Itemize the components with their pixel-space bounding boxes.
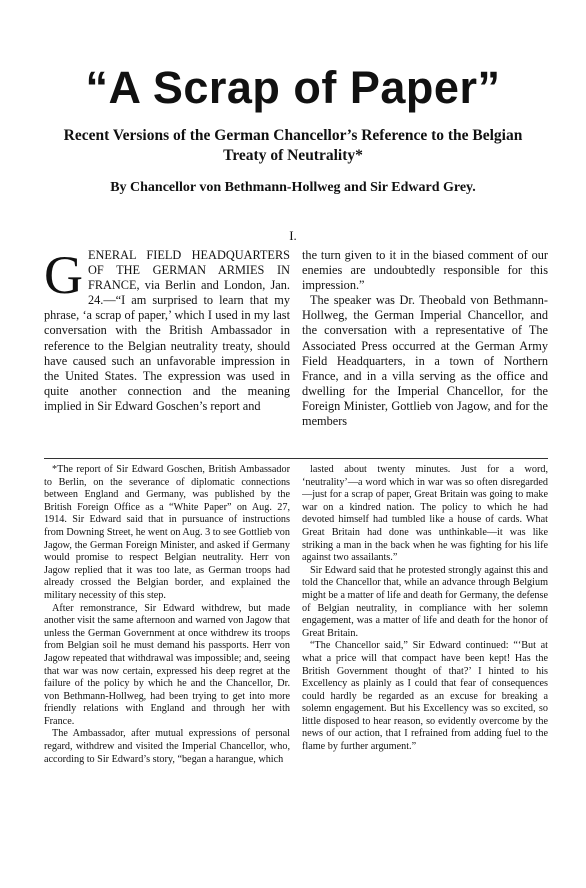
body-paragraph: The speaker was Dr. Theobald von Bethmann-Hollweg, the German Imperial Chancellor, and the conversation with a representative of The Associated Press occurred at the German Army Field Headquarters, in a town of Northern France, and in a villa serving as the office and dwelling for the Imperial Chancellor, for the Foreign Minister, Gottlieb von Jagow, and for the members (302, 293, 548, 429)
footnote-column-right (302, 464, 548, 844)
drop-cap: G (44, 248, 83, 305)
body-paragraph (44, 248, 290, 414)
footnote-paragraph: “The Chancellor said,” Sir Edward continued: “‘But at what a price will that compact have been kept! Has the British Government thought of that?’ I hinted to his Excellency as plainly as I could that fear of consequences could hardly be regarded as an excuse for breaking a solemn engagement. But his Excellency was so excited, so little disposed to hear reason, so evidently overcome by the news of our action, that I refrained from adding fuel to the flame by further argument.” (302, 640, 548, 753)
footnote-paragraph: Sir Edward said that he protested strongly against this and told the Chancellor that, while an advance through Belgium might be a matter of life and death for Germany, the defense of Belgian neutrality, in compliance with her solemn engagement, was a matter of life and death for the honor of Great Britain. (302, 564, 548, 639)
footnote (44, 464, 548, 844)
article-title: “A Scrap of Paper” (85, 62, 501, 113)
footnote-divider (44, 458, 548, 459)
footnote-paragraph: *The report of Sir Edward Goschen, British Ambassador to Berlin, on the severance of diplomatic connections between England and Germany, was published by the British Foreign Office as a “White Paper” on Aug. 27, 1914. Sir Edward said that in pursuance of instructions from Downing Street, he went on Aug. 3 to see Gottlieb von Jagow, the German Foreign Minister, and asked if Germany would promise to respect Belgian neutrality. Herr von Jagow replied that it was too late, as German troops had already crossed the Belgian border, and explained the military necessity of this step. (44, 464, 290, 601)
body-text: ENERAL FIELD HEADQUARTERS OF THE GERMAN ARMIES IN FRANCE, via Berlin and London, Jan. 24.—“I am surprised to learn that my phrase, ‘a scrap of paper,’ which I used in my last conversation with the British Ambassador in reference to the Belgian neutrality treaty, should have caused such an unfavorable impression in the United States. The expression was used in quite another connection and the meaning implied in Sir Edward Goschen’s report and (44, 248, 290, 413)
footnote-paragraph: The Ambassador, after mutual expressions of personal regard, withdrew and visited the Imperial Chancellor, who, according to Sir Edward’s story, “began a harangue, which (44, 728, 290, 765)
article-subtitle: Recent Versions of the German Chancellor’s Reference to the Belgian Treaty of Neutrality* (63, 127, 523, 164)
article-body (44, 248, 548, 452)
footnote-paragraph: After remonstrance, Sir Edward withdrew, but made another visit the same afternoon and warned von Jagow that unless the German Government at once withdrew its troops from Belgian soil he must demand his passports. Herr von Jagow repeated that withdrawal was impossible; and, seeing that war was now certain, expressed his deep regret at the failure of the policy by which he and the Chancellor, Dr. von Bethmann-Hollweg, had been trying to get into more friendly relations with England and through her with France. (44, 602, 290, 727)
section-number: I. (289, 228, 297, 243)
footnote-paragraph: lasted about twenty minutes. Just for a word, ‘neutrality’—a word which in war was so often disregarded—just for a scrap of paper, Great Britain was going to make war on a kindred nation. The policy to which he had devoted himself had tumbled like a house of cards. What Great Britain had done was unthinkable—it was like striking a man in the back when he was fighting for his life against two assailants.” (302, 464, 548, 564)
body-column-left (44, 248, 290, 452)
footnote-column-left (44, 464, 290, 844)
body-column-right (302, 248, 548, 452)
article-byline: By Chancellor von Bethmann-Hollweg and Sir Edward Grey. (110, 180, 476, 195)
body-paragraph: the turn given to it in the biased comment of our enemies are undoubtedly responsible for this impression.” (302, 248, 548, 293)
